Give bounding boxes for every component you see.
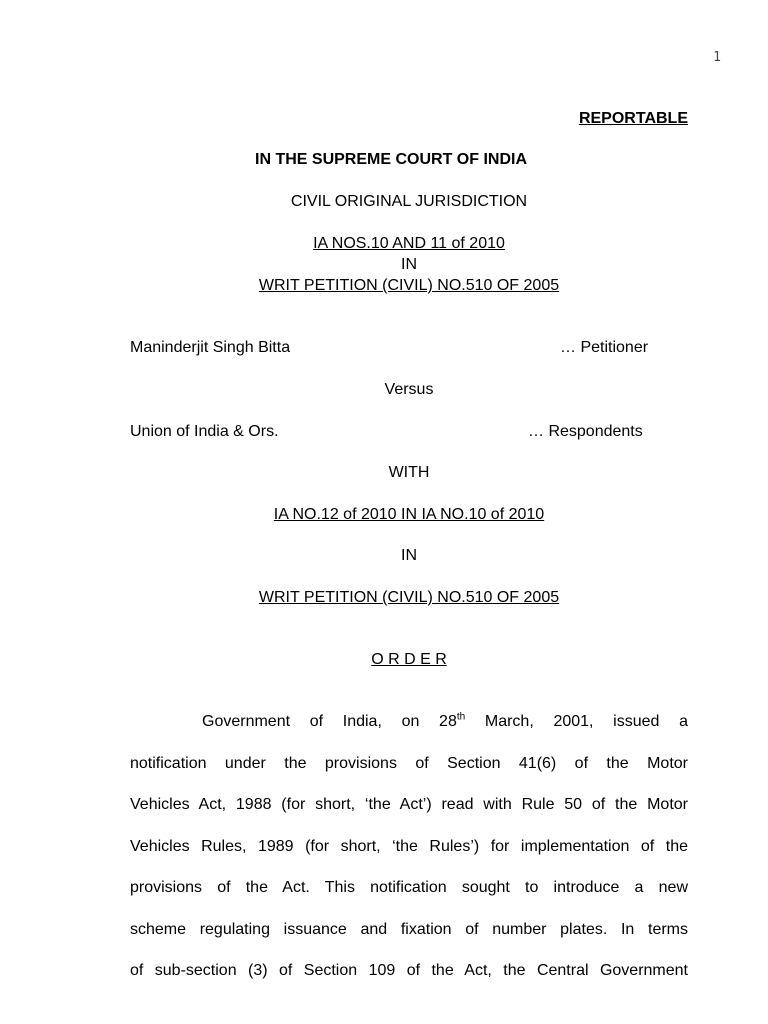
body-line-5: provisions of the Act. This notification sought to introduce a new: [130, 879, 688, 896]
body-line-3: Vehicles Act, 1988 (for short, ‘the Act’) read with Rule 50 of the Motor: [130, 796, 688, 813]
with-label: WITH: [388, 464, 430, 481]
writ-petition-1: WRIT PETITION (CIVIL) NO.510 OF 2005: [258, 277, 560, 294]
ia-number-12: IA NO.12 of 2010 IN IA NO.10 of 2010: [273, 506, 545, 523]
in-connector-1: IN: [401, 256, 417, 273]
petitioner-name: Maninderjit Singh Bitta: [130, 339, 291, 356]
in-connector-2: IN: [401, 547, 417, 564]
reportable-label: REPORTABLE: [578, 110, 688, 127]
respondent-role: … Respondents: [528, 423, 643, 440]
writ-petition-2: WRIT PETITION (CIVIL) NO.510 OF 2005: [258, 589, 560, 606]
versus-label: Versus: [384, 381, 434, 398]
ia-numbers: IA NOS.10 AND 11 of 2010: [313, 235, 505, 252]
order-heading: O R D E R: [371, 651, 447, 668]
respondent-name: Union of India & Ors.: [130, 423, 279, 440]
body-line-4: Vehicles Rules, 1989 (for short, ‘the Rules’) for implementation of the: [130, 838, 688, 855]
body-line-2: notification under the provisions of Section 41(6) of the Motor: [130, 755, 688, 772]
court-title: IN THE SUPREME COURT OF INDIA: [255, 151, 528, 168]
body-line-6: scheme regulating issuance and fixation of number plates. In terms: [130, 921, 688, 938]
petitioner-role: … Petitioner: [560, 339, 649, 356]
jurisdiction-heading: CIVIL ORIGINAL JURISDICTION: [290, 193, 528, 210]
page-number: 1: [713, 50, 721, 65]
body-line-7: of sub-section (3) of Section 109 of the Act, the Central Government: [130, 962, 688, 979]
body-line-1: Government of India, on 28th March, 2001, issued a: [202, 711, 688, 730]
